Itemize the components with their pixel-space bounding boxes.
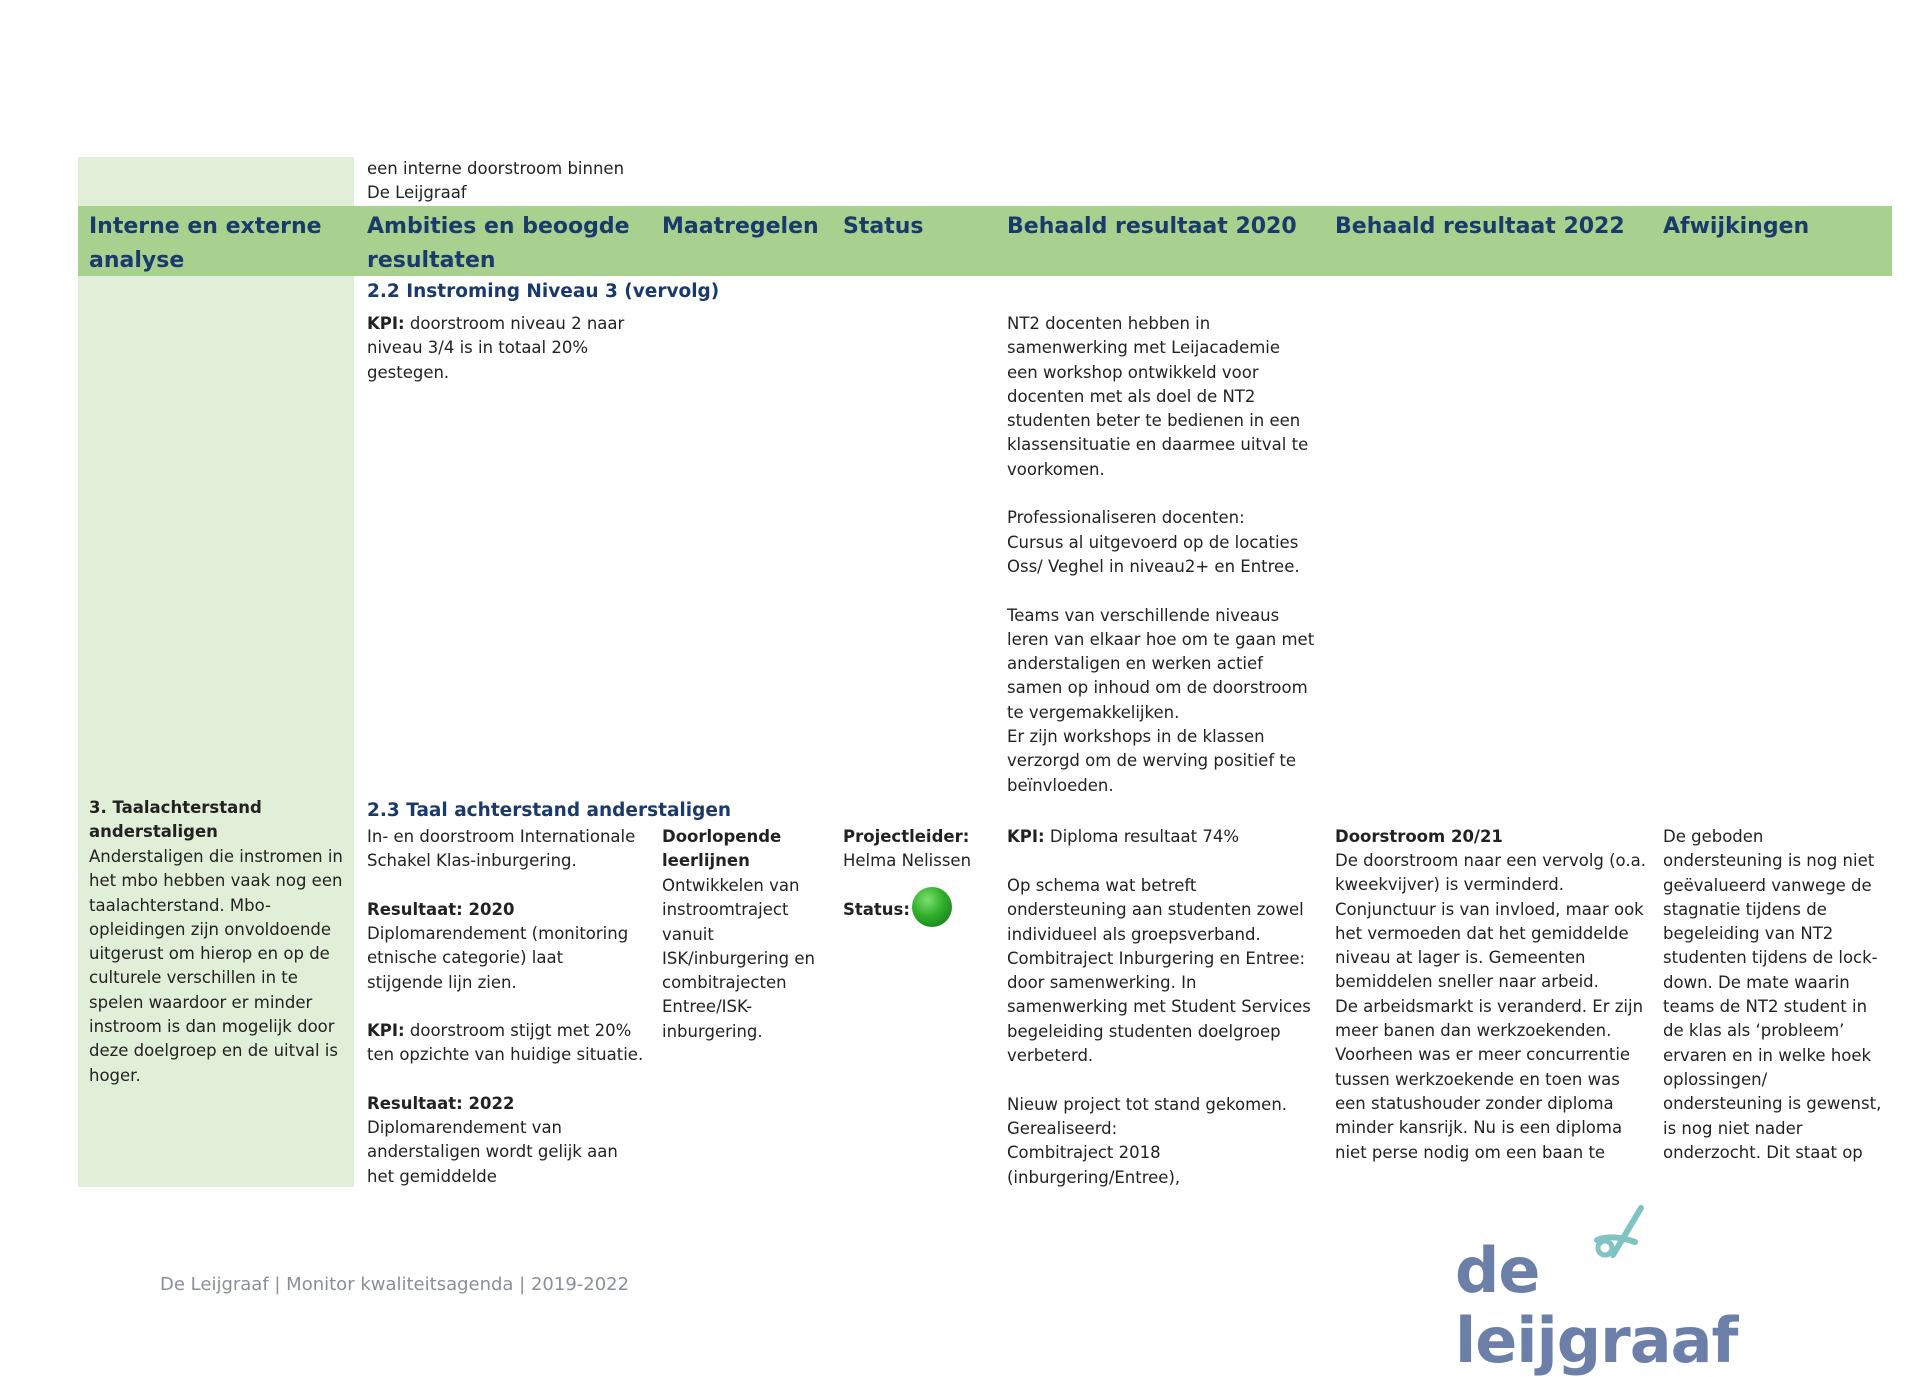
- kpi-text: Diploma resultaat 74%: [1044, 827, 1240, 846]
- kpi-label: KPI:: [367, 314, 405, 333]
- status-label: Status:: [843, 900, 910, 919]
- header-analyse: Interne en externe analyse: [89, 214, 322, 273]
- footer-text: De Leijgraaf | Monitor kwaliteitsagenda | 2019-2022: [160, 1274, 630, 1295]
- resultaat-2020-text: Diplomarendement (monitoring etnische categorie) laat stijgende lijn zien.: [367, 924, 629, 992]
- kpi-text: doorstroom niveau 2 naar niveau 3/4 is in totaal 20% gestegen.: [367, 314, 625, 382]
- kpi-label: KPI:: [367, 1021, 405, 1040]
- projectleider-name: Helma Nelissen: [843, 851, 972, 870]
- r2022-text: De doorstroom naar een vervolg (o.a. kweekvijver) is verminderd. Conjunctuur is van invloed, maar ook het vermoeden dat het gemiddelde niveau at lager is. Gemeenten bemiddelen sneller naar arbeid. De arbeidsmarkt is veranderd. Er zijn meer banen dan werkzoekenden. Voorheen was er meer concurrentie tussen werkzoekende en toen was een statushouder zonder diploma minder kansrijk. Nu is een diploma niet perse nodig om een baan te: [1335, 851, 1646, 1162]
- r2020-kpi: [1007, 825, 1327, 849]
- header-maatregelen: Maatregelen: [662, 214, 819, 239]
- header-ambities: Ambities en beoogde resultaten: [367, 214, 630, 273]
- maatregel-title: Doorlopende leerlijnen: [662, 827, 782, 871]
- projectleider-label: Projectleider:: [843, 827, 970, 846]
- afwijkingen-text: De geboden ondersteuning is nog niet geëvalueerd vanwege de stagnatie tijdens de begeleiding van NT2 studenten tijdens de lock- down. De mate waarin teams de NT2 student in de klas als ‘probleem’ ervaren en in welke hoek oplossingen/ ondersteuning is gewenst, is nog niet nader onderzocht. Dit staat op: [1663, 827, 1882, 1162]
- logo: [1455, 1200, 1785, 1377]
- top-continuation-text: een interne doorstroom binnen De Leijgraaf: [367, 159, 625, 203]
- section-22-kpi: [367, 312, 647, 385]
- analyse-text: Anderstaligen die instromen in het mbo hebben vaak nog een taalachterstand. Mbo- opleidingen zijn onvoldoende uitgerust om hierop en op de culturele verschillen in te spelen waardoor er minder instroom is dan mogelijk door deze doelgroep en de uitval is hoger.: [89, 847, 343, 1085]
- section-23-kpi: [367, 1019, 657, 1068]
- resultaat-2022-text: Diplomarendement van anderstaligen wordt gelijk aan het gemiddelde: [367, 1118, 618, 1186]
- ambitie-intro: In- en doorstroom Internationale Schakel Klas-inburgering.: [367, 827, 636, 871]
- header-afwijkingen: Afwijkingen: [1663, 214, 1810, 239]
- r2020-text: Op schema wat betreft ondersteuning aan studenten zowel individueel als groepsverband. Combitraject Inburgering en Entree: door samenwerking. In samenwerking met Student Services begeleiding studenten doelgroep verbeterd. Nieuw project tot stand gekomen. Gerealiseerd: Combitraject 2018 (inburgering/Entree),: [1007, 876, 1311, 1187]
- section-22-resultaat-2020: NT2 docenten hebben in samenwerking met Leijacademie een workshop ontwikkeld voor docenten met als doel de NT2 studenten beter te bedienen in een klassensituatie en daarmee uitval te voorkomen. Professionaliseren docenten: Cursus al uitgevoerd op de locaties Oss/ Veghel in niveau2+ en Entree. Teams van verschillende niveaus leren van elkaar hoe om te gaan met anderstaligen en werken actief samen op inhoud om de doorstroom te vergemakkelijken. Er zijn workshops in de klassen verzorgd om de werving positief te beïnvloeden.: [1007, 314, 1315, 795]
- r2022-title: Doorstroom 20/21: [1335, 827, 1503, 846]
- logo-wordmark: de leijgraaf: [1455, 1234, 1738, 1377]
- maatregel-text: Ontwikkelen van instroomtraject vanuit ISK/inburgering en combitrajecten Entree/ISK- inburgering.: [662, 876, 815, 1041]
- header-status: Status: [843, 214, 924, 239]
- kpi-text: doorstroom stijgt met 20% ten opzichte van huidige situatie.: [367, 1021, 644, 1065]
- header-resultaat-2022: Behaald resultaat 2022: [1335, 214, 1625, 239]
- status-green-indicator-icon: [912, 887, 952, 927]
- section-23-title: 2.3 Taal achterstand anderstaligen: [367, 800, 732, 821]
- analyse-title: 3. Taalachterstand anderstaligen: [89, 798, 262, 842]
- header-resultaat-2020: Behaald resultaat 2020: [1007, 214, 1297, 239]
- section-22-title: 2.2 Instroming Niveau 3 (vervolg): [367, 281, 720, 302]
- resultaat-2020-label: Resultaat: 2020: [367, 900, 515, 919]
- resultaat-2022-label: Resultaat: 2022: [367, 1094, 515, 1113]
- kpi-label: KPI:: [1007, 827, 1045, 846]
